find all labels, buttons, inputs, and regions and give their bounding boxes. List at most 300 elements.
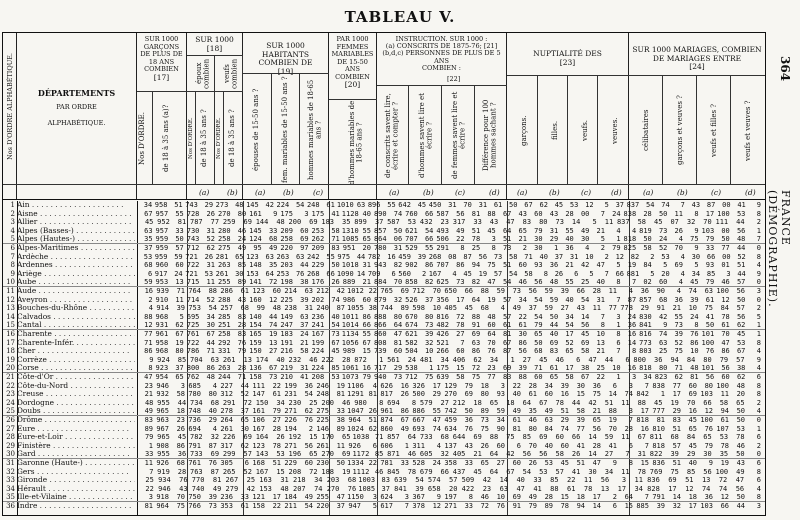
table-cell: 94 xyxy=(471,261,481,270)
group-19-s2 xyxy=(272,73,300,185)
table-cell: 60 xyxy=(534,209,543,218)
table-cell: 9 xyxy=(694,226,699,235)
table-cell: 7 xyxy=(600,209,605,218)
table-cell: 858 xyxy=(405,278,418,287)
table-cell: 13 xyxy=(268,338,278,347)
table-cell: 75 xyxy=(471,373,481,381)
table-cell: 78 xyxy=(471,235,481,244)
table-cell: 60 xyxy=(304,459,313,467)
table-cell: 69 xyxy=(674,261,683,270)
table-cell: 65 xyxy=(309,450,318,459)
table-cell: 26 xyxy=(674,226,683,235)
table-cell: 23 xyxy=(487,364,496,373)
table-cell: 70 xyxy=(463,201,472,209)
table-cell: 28 xyxy=(177,467,187,476)
table-cell: 24 xyxy=(690,312,699,321)
table-cell: 34 xyxy=(489,355,499,364)
row-number: 22 xyxy=(6,381,15,390)
table-cell: 958 xyxy=(155,338,169,347)
department-name: Corse . . . xyxy=(17,364,135,373)
table-cell: 63 xyxy=(356,201,366,209)
table-cell: 32 xyxy=(672,502,681,510)
table-cell: 60 xyxy=(544,390,553,399)
table-cell: 33 xyxy=(705,244,715,252)
table-cell: 53 xyxy=(661,252,670,261)
table-cell: 71 xyxy=(331,235,340,244)
table-cell: 48 xyxy=(235,201,244,209)
table-cell: 258 xyxy=(280,235,293,244)
table-cell: 38 xyxy=(736,364,746,373)
table-cell: 70 xyxy=(528,441,537,450)
group-22-num: [22] xyxy=(447,75,461,83)
table-cell: 56 xyxy=(534,278,543,287)
table-cell: 8 xyxy=(756,209,761,218)
table-cell: 11 xyxy=(621,467,630,476)
table-cell: 292 xyxy=(217,338,231,347)
table-cell: 27 xyxy=(560,304,569,313)
table-cell: 261 xyxy=(220,424,233,433)
table-cell: 42 xyxy=(588,398,597,407)
table-cell: 780 xyxy=(188,390,201,399)
table-cell: 22 xyxy=(512,381,521,390)
table-cell: 598 xyxy=(412,304,425,313)
group-23-title: NUPTIALITÉ DES xyxy=(533,49,602,58)
table-cell: 37 xyxy=(615,201,625,209)
table-cell: 70 xyxy=(721,330,730,338)
table-cell: 538 xyxy=(405,364,418,373)
table-cell: 19 xyxy=(487,295,496,304)
table-cell: 45 xyxy=(554,201,564,209)
table-cell: 220 xyxy=(280,244,293,252)
table-row xyxy=(3,227,765,236)
table-cell: 717 xyxy=(373,364,387,373)
table-cell: 881 xyxy=(626,269,640,278)
table-cell: 946 xyxy=(156,381,169,390)
table-cell: 33 xyxy=(533,476,542,485)
table-cell: 76 xyxy=(295,269,305,278)
group-17-title: SUR 1000 GARÇONS DE PLUS DE 18 ANS COMBIEN xyxy=(140,35,183,73)
table-cell: 67 xyxy=(400,416,409,424)
row-number: 36 xyxy=(6,502,15,510)
table-cell: 262 xyxy=(311,235,325,244)
table-cell: 8 xyxy=(460,244,465,252)
table-cell: 5 xyxy=(600,235,605,244)
table-cell: 106 xyxy=(252,416,265,424)
table-cell: 712 xyxy=(405,373,418,381)
table-cell: 6 xyxy=(612,502,617,510)
table-cell: 4 xyxy=(676,287,681,295)
table-cell: 21 xyxy=(592,407,601,416)
table-cell: 69 xyxy=(549,338,559,347)
table-cell: 80 xyxy=(175,347,184,356)
table-cell: 68 xyxy=(534,347,543,356)
table-cell: 41 xyxy=(608,441,617,450)
table-cell: 69 xyxy=(464,390,473,399)
row-number: 30 xyxy=(6,450,15,459)
table-cell: 56 xyxy=(721,364,730,373)
group-23-veufs xyxy=(568,75,598,185)
table-cell: 28 xyxy=(592,287,601,295)
table-cell: 986 xyxy=(342,295,356,304)
table-cell: 46 xyxy=(518,278,527,287)
table-cell: 8 xyxy=(491,244,496,252)
table-cell: 42 xyxy=(246,484,256,493)
department-name: Aveyron . . . xyxy=(17,296,135,305)
table-cell: 73 xyxy=(424,321,434,330)
table-cell: 49 xyxy=(268,244,278,252)
table-cell: 90 xyxy=(656,287,665,295)
table-cell: 56 xyxy=(528,287,537,295)
table-cell: 29 xyxy=(204,201,214,209)
group-18-age-2-label: de 18 à 35 ans ? xyxy=(228,109,236,168)
table-cell: 103 xyxy=(701,226,715,235)
table-cell: 748 xyxy=(188,407,201,416)
group-21-title: INSTRUCTION. SUR 1000 : xyxy=(395,35,488,43)
table-cell: 50 xyxy=(643,235,652,244)
table-cell: 00 xyxy=(721,226,730,235)
table-cell: 192 xyxy=(288,433,302,442)
table-cell: 26 xyxy=(206,209,215,218)
table-cell: 33 xyxy=(268,226,278,235)
table-cell: 63 xyxy=(144,226,153,235)
table-cell: 50 xyxy=(464,407,473,416)
table-cell: 36 xyxy=(592,381,601,390)
table-cell: 69 xyxy=(473,433,482,442)
table-cell: 836 xyxy=(647,476,660,485)
table-cell: 459 xyxy=(398,252,411,261)
table-cell: 85 xyxy=(686,467,696,476)
table-cell: 34 xyxy=(143,201,153,209)
table-cell: 31 xyxy=(304,304,313,313)
table-cell: 51 xyxy=(174,201,183,209)
table-cell: 80 xyxy=(480,390,489,399)
row-number: 9 xyxy=(10,269,15,278)
table-cell: 47 xyxy=(592,459,601,467)
table-cell: 210 xyxy=(280,373,293,381)
table-cell: 5 xyxy=(650,269,655,278)
group-17-num: [17] xyxy=(153,72,170,82)
table-row xyxy=(3,468,765,477)
table-cell: 24 xyxy=(432,459,441,467)
table-cell: 65 xyxy=(592,416,601,424)
table-cell: 66 xyxy=(464,287,473,295)
group-20-s1-label: d'hommes mariables de 18-65 ans ? xyxy=(348,100,364,185)
table-cell: 76 xyxy=(705,347,715,356)
table-cell: 574 xyxy=(427,476,441,485)
header-group-23 xyxy=(507,33,629,199)
table-cell: 4 xyxy=(756,261,761,270)
table-cell: 931 xyxy=(155,321,169,330)
table-cell: 73 xyxy=(268,373,278,381)
table-cell: 871 xyxy=(387,450,400,459)
table-cell: 65 xyxy=(235,252,244,261)
table-cell: 55 xyxy=(565,278,574,287)
row-number: 5 xyxy=(10,235,15,244)
table-cell: 889 xyxy=(342,278,356,287)
table-cell: 63 xyxy=(471,338,481,347)
table-cell: 50 xyxy=(393,226,403,235)
table-cell: 4 xyxy=(436,441,441,450)
table-cell: 51 xyxy=(502,235,512,244)
table-cell: 22 xyxy=(456,235,465,244)
table-cell: 75 xyxy=(176,502,185,510)
table-cell: 34 xyxy=(643,373,652,381)
table-cell: 919 xyxy=(157,467,170,476)
table-cell: 47 xyxy=(144,373,153,381)
table-cell: 79 xyxy=(704,441,713,450)
table-cell: 5 xyxy=(589,269,594,278)
table-cell: 56 xyxy=(522,450,532,459)
table-cell: 943 xyxy=(373,261,387,270)
table-cell: 80 xyxy=(393,312,403,321)
table-cell: 1172 xyxy=(352,450,370,459)
group-23-garcons xyxy=(507,75,538,185)
table-cell: 67 xyxy=(331,338,340,347)
table-cell: 26 xyxy=(204,252,214,261)
table-cell: 53 xyxy=(544,459,553,467)
table-cell: 42 xyxy=(482,476,492,485)
table-cell: 61 xyxy=(240,287,249,295)
table-cell: 45 xyxy=(473,467,482,476)
table-cell: 17 xyxy=(456,295,465,304)
group-18-order-2 xyxy=(215,91,224,185)
table-cell: 230 xyxy=(316,459,329,467)
table-cell: 49 xyxy=(456,226,465,235)
group-21-s1-label: de conscrits savent lire, écrire et compter ? xyxy=(384,93,400,178)
table-cell: 50 xyxy=(336,459,345,467)
table-cell: 81 xyxy=(144,502,153,510)
table-cell: 69 xyxy=(471,330,481,338)
table-cell: 721 xyxy=(185,252,198,261)
table-cell: 837 xyxy=(626,201,640,209)
table-cell: 33 xyxy=(336,407,345,416)
table-cell: 15 xyxy=(362,347,371,356)
table-cell: 65 xyxy=(534,330,543,338)
table-cell: 23 xyxy=(440,218,449,227)
table-cell: 818 xyxy=(623,235,637,244)
table-cell: 66 xyxy=(424,235,434,244)
table-cell: 58 xyxy=(643,244,652,252)
table-cell: 957 xyxy=(155,209,169,218)
row-number: 31 xyxy=(6,459,15,467)
table-cell: 154 xyxy=(249,321,262,330)
table-cell: 890 xyxy=(373,209,387,218)
department-name: Ain . . . xyxy=(17,201,135,210)
table-cell: 73 xyxy=(456,278,465,287)
table-cell: 957 xyxy=(155,226,169,235)
table-cell: 7 xyxy=(616,295,621,304)
table-cell: 60 xyxy=(555,433,564,442)
table-cell: 175 xyxy=(311,209,325,218)
table-cell: 21 xyxy=(672,304,681,313)
table-cell: 46 xyxy=(480,493,489,502)
table-cell: 291 xyxy=(436,244,449,252)
table-row xyxy=(3,321,765,330)
letter-b-23: (b) xyxy=(549,188,560,197)
letter-c-23: (c) xyxy=(581,188,592,197)
table-cell: 170 xyxy=(321,433,335,442)
group-24-celib xyxy=(629,75,663,185)
table-cell: 959 xyxy=(155,244,169,252)
table-cell: 48 xyxy=(736,381,745,390)
table-cell: 639 xyxy=(436,373,449,381)
table-cell: 224 xyxy=(276,201,290,209)
table-cell: 432 xyxy=(419,218,433,227)
table-cell: 79 xyxy=(534,226,543,235)
row-number: 8 xyxy=(10,261,15,270)
table-cell: 773 xyxy=(639,338,652,347)
table-cell: 55 xyxy=(326,252,335,261)
table-cell: 69 xyxy=(300,235,309,244)
table-cell: 694 xyxy=(188,424,201,433)
table-cell: 220 xyxy=(316,502,329,510)
table-cell: 838 xyxy=(652,381,665,390)
department-name: Garonne (Haute-) . . . xyxy=(17,459,135,468)
table-cell: 8 xyxy=(411,398,417,407)
table-cell: 9 xyxy=(612,459,617,467)
table-cell: 225 xyxy=(280,295,293,304)
table-cell: 261 xyxy=(222,355,236,364)
table-cell: 37 xyxy=(175,364,184,373)
table-cell: 12 xyxy=(585,201,594,209)
table-cell: 74 xyxy=(432,424,441,433)
table-cell: 25 xyxy=(580,278,590,287)
table-cell: 62 xyxy=(674,373,683,381)
table-cell: 60 xyxy=(496,441,505,450)
table-cell: 28 xyxy=(237,321,247,330)
table-cell: 55 xyxy=(565,226,574,235)
table-cell: 50 xyxy=(175,235,184,244)
table-cell: 1003 xyxy=(358,476,376,485)
table-cell: 621 xyxy=(405,226,418,235)
table-cell: 694 xyxy=(387,398,400,407)
table-cell: 40 xyxy=(208,407,217,416)
table-cell: 3 xyxy=(756,502,761,510)
table-cell: 6 xyxy=(756,433,761,442)
table-cell: 75 xyxy=(690,235,699,244)
table-cell: 77 xyxy=(576,424,585,433)
table-cell: 78 xyxy=(637,467,647,476)
table-cell: 14 xyxy=(356,269,366,278)
table-cell: 16 xyxy=(144,287,153,295)
table-cell: 6 xyxy=(574,269,579,278)
table-cell: 86 xyxy=(362,312,371,321)
table-cell: 2 xyxy=(600,244,605,252)
table-cell: 506 xyxy=(436,235,449,244)
table-cell: 34 xyxy=(634,484,643,493)
header-group-21 xyxy=(377,33,507,199)
table-cell: 78 xyxy=(583,484,593,493)
table-cell: 43 xyxy=(691,201,701,209)
group-24-garcons-veuves-label: garçons et veuves ? xyxy=(676,95,684,166)
table-cell: 30 xyxy=(691,252,701,261)
table-cell: 23 xyxy=(144,381,153,390)
table-cell: 528 xyxy=(412,459,425,467)
table-cell: 236 xyxy=(311,312,325,321)
table-cell: 27 xyxy=(456,330,465,338)
table-cell: 44 xyxy=(206,338,215,347)
table-cell: 8 xyxy=(756,493,761,502)
table-cell: 980 xyxy=(354,398,367,407)
table-cell: 55 xyxy=(362,330,371,338)
table-cell: 1 xyxy=(616,321,621,330)
table-cell: 426 xyxy=(436,330,449,338)
table-cell: 74 xyxy=(314,484,323,493)
table-cell: 19 xyxy=(720,459,729,467)
table-cell: 777 xyxy=(652,407,665,416)
table-cell: 77 xyxy=(672,381,681,390)
table-cell: 21 xyxy=(144,390,153,399)
table-cell: 150 xyxy=(249,347,262,356)
table-cell: 406 xyxy=(452,355,466,364)
group-19-num: [19] xyxy=(277,66,294,76)
table-cell: 80 xyxy=(539,218,548,227)
table-cell: 79 xyxy=(705,278,715,287)
table-cell: 561 xyxy=(387,355,400,364)
table-cell: 183 xyxy=(280,330,293,338)
table-cell: 78 xyxy=(721,312,730,321)
table-cell: 73 xyxy=(658,226,668,235)
table-cell: 49 xyxy=(580,226,590,235)
table-cell: 15 xyxy=(560,493,569,502)
table-cell: 679 xyxy=(419,467,433,476)
table-cell: 18 xyxy=(473,398,482,407)
table-cell: 918 xyxy=(156,493,169,502)
row-number: 29 xyxy=(6,441,15,450)
table-cell: 19 xyxy=(268,330,278,338)
table-cell: 60 xyxy=(175,261,184,270)
table-cell: 89 xyxy=(237,278,247,287)
group-21-line4: COMBIEN : xyxy=(422,63,461,72)
table-cell: 161 xyxy=(252,407,265,416)
table-cell: 728 xyxy=(186,209,200,218)
table-cell: 141 xyxy=(249,278,262,287)
table-cell: 60 xyxy=(721,373,730,381)
table-cell: 58 xyxy=(555,450,564,459)
table-cell: 64 xyxy=(624,493,633,502)
table-cell: 61 xyxy=(493,201,503,209)
table-cell: 83 xyxy=(144,416,153,424)
table-cell: 10 xyxy=(496,493,505,502)
table-cell: 46 xyxy=(237,226,247,235)
table-cell: 926 xyxy=(348,441,361,450)
table-cell: 405 xyxy=(444,304,457,313)
table-cell: 842 xyxy=(636,390,649,399)
table-cell: 51 xyxy=(672,459,681,467)
table-cell: 810 xyxy=(652,424,665,433)
table-cell: 143 xyxy=(255,450,269,459)
table-cell: 15 xyxy=(624,502,633,510)
table-cell: 84 xyxy=(686,355,696,364)
table-cell: 29 xyxy=(686,450,696,459)
table-cell: 47 xyxy=(588,355,597,364)
table-cell: 175 xyxy=(436,364,449,373)
table-cell: 16 xyxy=(627,364,637,373)
table-cell: 61 xyxy=(502,321,512,330)
table-cell: 493 xyxy=(436,226,449,235)
table-cell: 7 xyxy=(625,450,630,459)
table-cell: 28 xyxy=(643,209,652,218)
table-cell: 32 xyxy=(393,295,403,304)
table-cell: 4 xyxy=(500,304,505,313)
table-cell: 61 xyxy=(272,390,281,399)
table-cell: 1061 xyxy=(341,364,359,373)
table-cell: 770 xyxy=(191,476,205,485)
table-cell: 46 xyxy=(309,355,318,364)
table-cell: 80 xyxy=(528,424,537,433)
table-cell: 270 xyxy=(321,450,335,459)
table-cell: 80 xyxy=(658,364,668,373)
